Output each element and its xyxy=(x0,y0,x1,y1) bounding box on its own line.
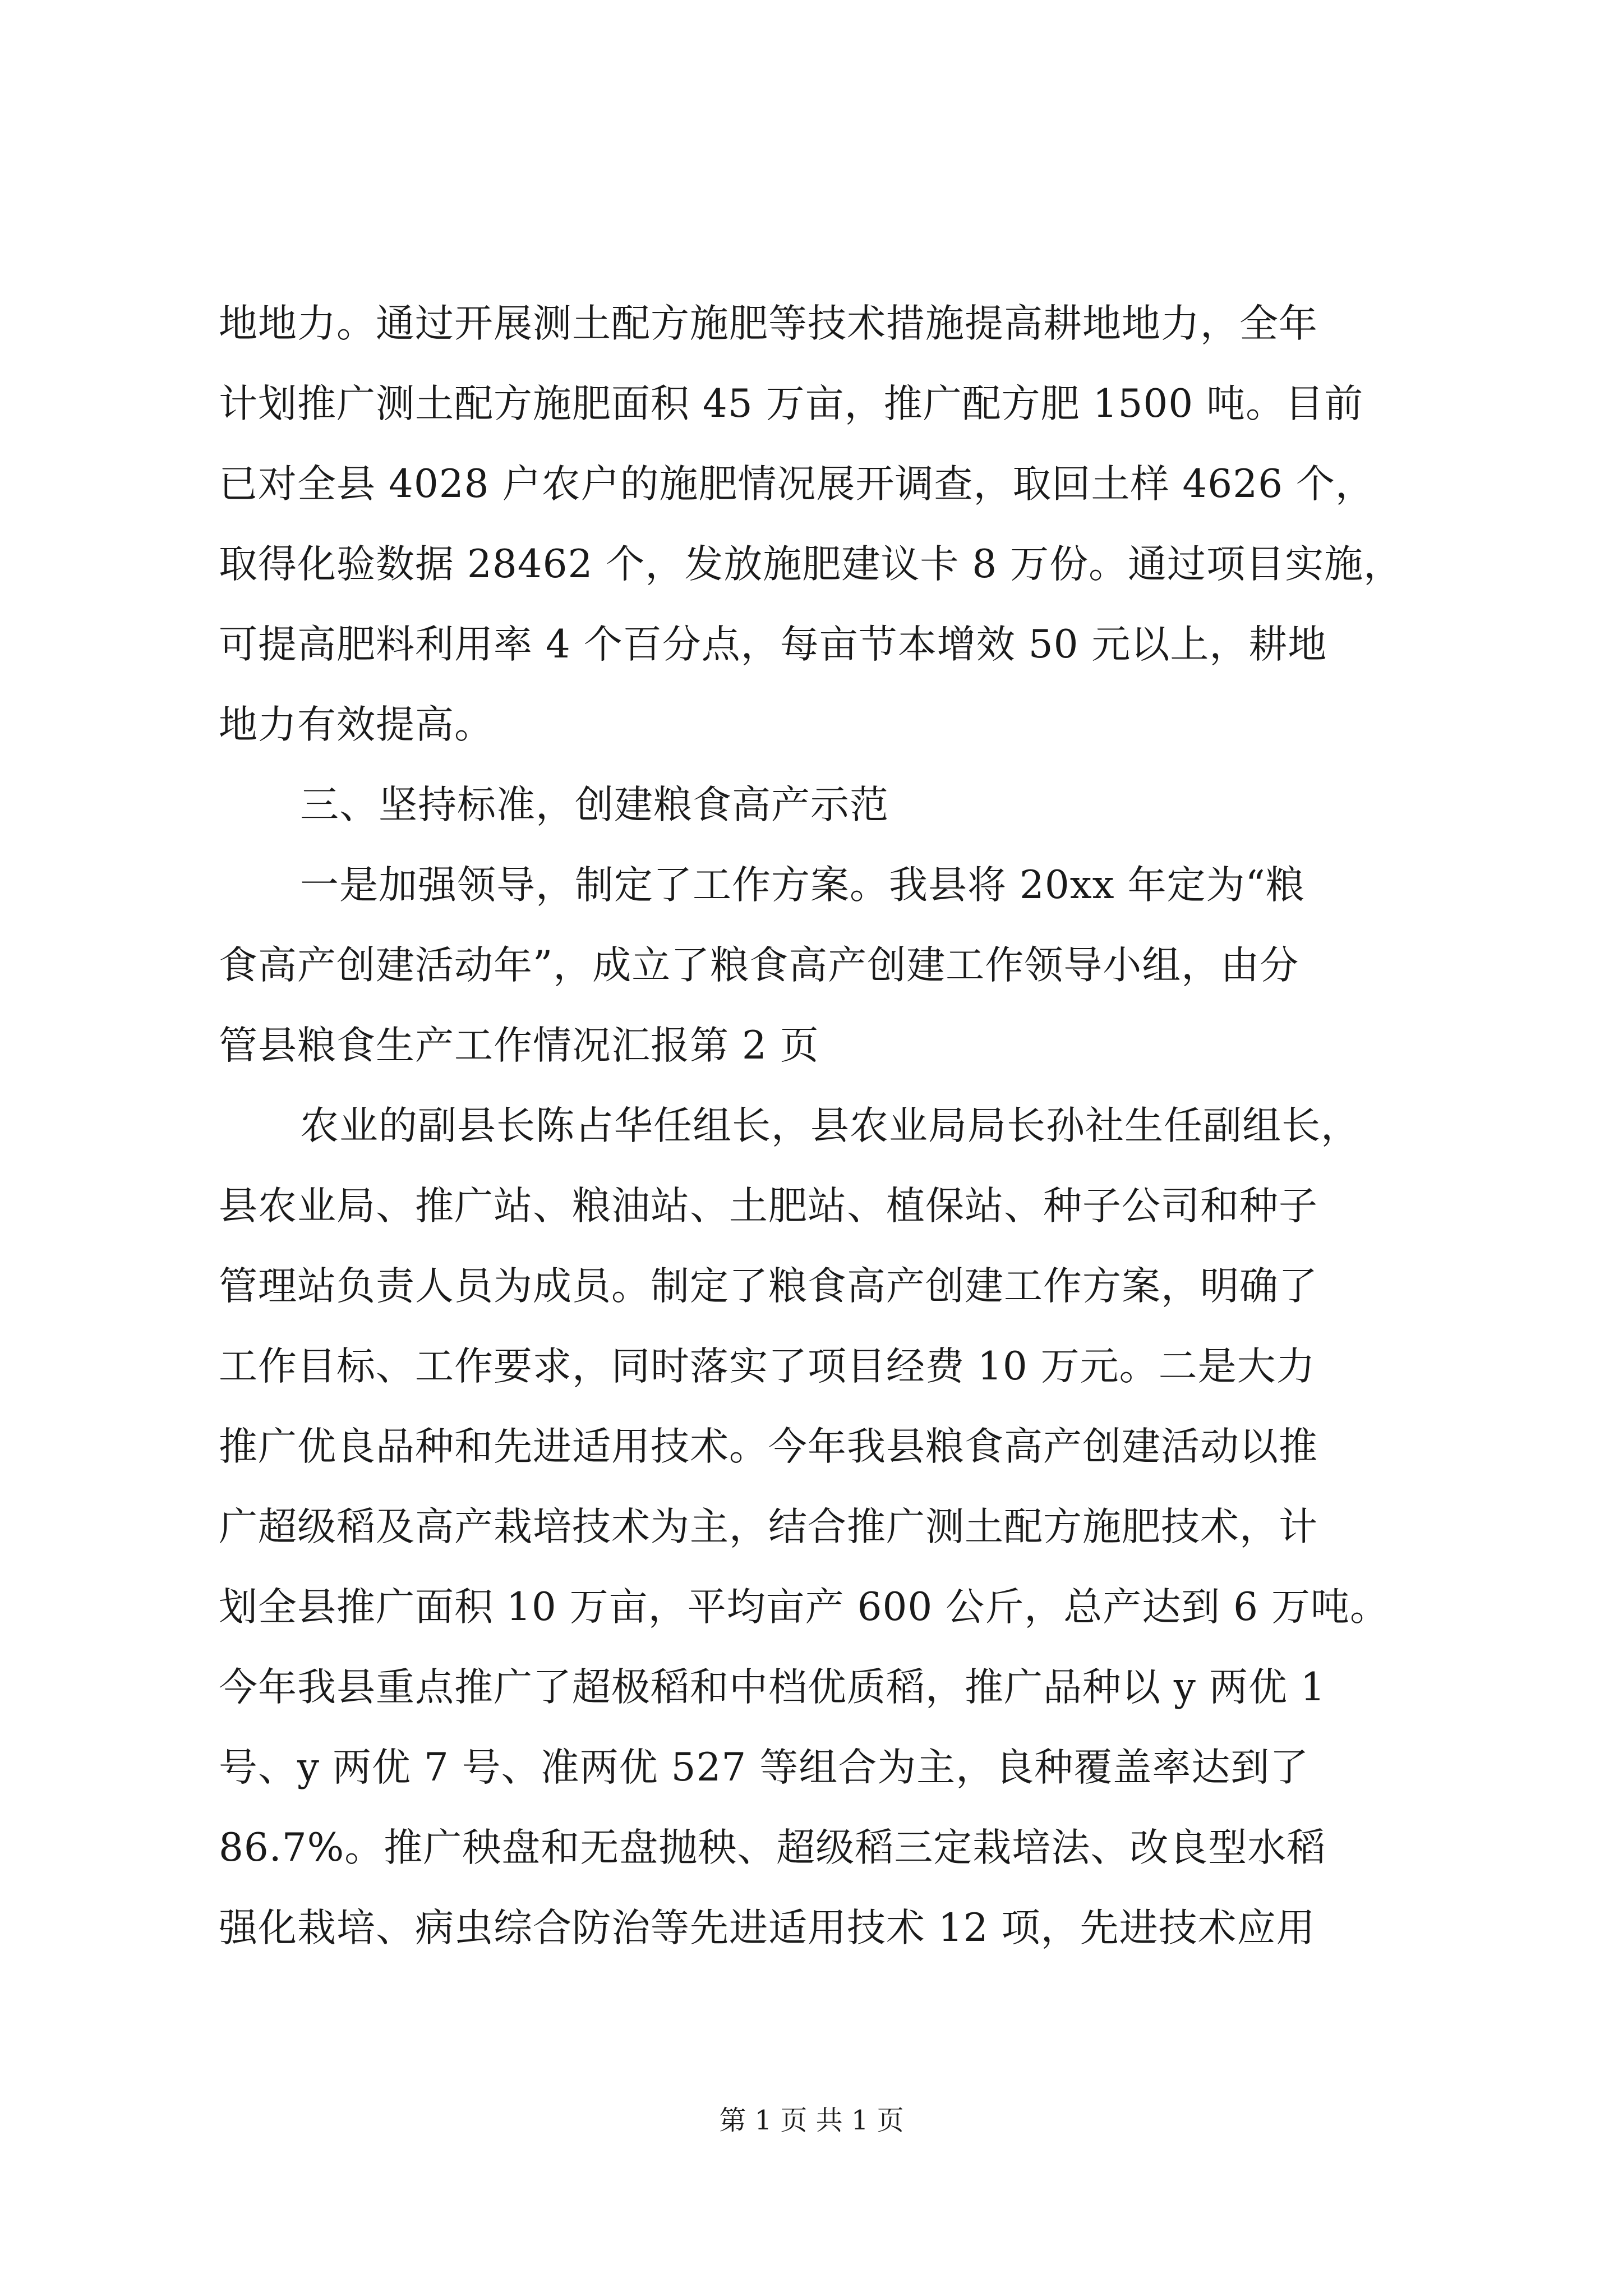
text-line-5: 可提高肥料利用率 4 个百分点，每亩节本增效 50 元以上，耕地 xyxy=(219,622,1327,667)
text-line-13: 管理站负责人员为成员。制定了粮食高产创建工作方案，明确了 xyxy=(219,1264,1318,1309)
text-line-12: 县农业局、推广站、粮油站、土肥站、植保站、种子公司和种子 xyxy=(219,1184,1318,1228)
text-line-10: 管县粮食生产工作情况汇报第 2 页 xyxy=(219,1023,819,1068)
text-line-14: 工作目标、工作要求，同时落实了项目经费 10 万元。二是大力 xyxy=(219,1344,1316,1389)
text-line-8: 一是加强领导，制定了工作方案。我县将 20xx 年定为“粮 xyxy=(300,863,1305,908)
page-footer: 第 1 页 共 1 页 xyxy=(719,2105,904,2136)
text-line-11: 农业的副县长陈占华任组长，县农业局局长孙社生任副组长， xyxy=(300,1103,1360,1148)
text-line-17: 划全县推广面积 10 万亩，平均亩产 600 公斤，总产达到 6 万吨。 xyxy=(219,1585,1389,1630)
text-line-18: 今年我县重点推广了超极稻和中档优质稻，推广品种以 y 两优 1 xyxy=(219,1665,1326,1710)
text-line-9: 食高产创建活动年”，成立了粮食高产创建工作领导小组，由分 xyxy=(219,943,1299,988)
text-line-16: 广超级稻及高产栽培技术为主，结合推广测土配方施肥技术，计 xyxy=(219,1504,1318,1549)
text-line-20: 86.7%。推广秧盘和无盘抛秧、超级稻三定栽培法、改良型水稻 xyxy=(219,1825,1326,1870)
text-line-19: 号、y 两优 7 号、准两优 527 等组合为主，良种覆盖率达到了 xyxy=(219,1745,1310,1790)
text-line-3: 已对全县 4028 户农户的施肥情况展开调查，取回土样 4626 个， xyxy=(219,462,1375,507)
text-line-21: 强化栽培、病虫综合防治等先进适用技术 12 项，先进技术应用 xyxy=(219,1906,1316,1950)
text-line-1: 地地力。通过开展测土配方施肥等技术措施提高耕地地力，全年 xyxy=(219,301,1318,346)
text-line-4: 取得化验数据 28462 个，发放施肥建议卡 8 万份。通过项目实施， xyxy=(219,542,1403,587)
section-heading: 三、坚持标准，创建粮食高产示范 xyxy=(300,783,889,827)
text-line-6: 地力有效提高。 xyxy=(219,702,494,747)
text-line-15: 推广优良品种和先进适用技术。今年我县粮食高产创建活动以推 xyxy=(219,1424,1318,1469)
text-line-2: 计划推广测土配方施肥面积 45 万亩，推广配方肥 1500 吨。目前 xyxy=(219,381,1364,426)
